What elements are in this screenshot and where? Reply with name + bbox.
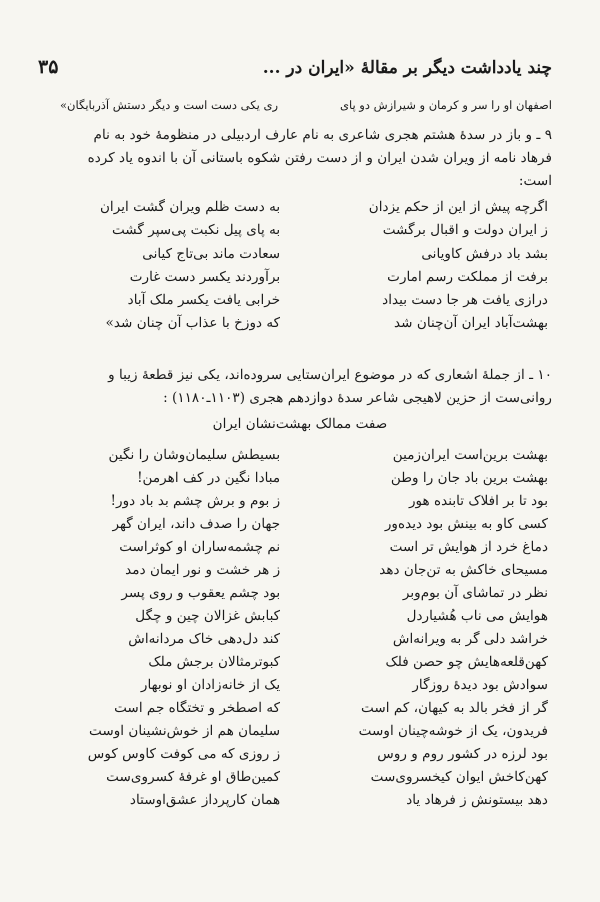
verse-hemistich-right: درازی یافت هر جا دست بیداد bbox=[382, 292, 548, 309]
verse-hemistich-right: بود تا بر افلاک تابنده هور bbox=[408, 493, 548, 509]
verse-hemistich-left: ز هر خشت و نور ایمان دمد bbox=[125, 562, 281, 578]
verse-couplet bbox=[52, 219, 548, 242]
verse-hemistich-right: اگرچه پیش از این از حکم یزدان bbox=[368, 199, 548, 215]
verse-couplet bbox=[52, 789, 548, 812]
text-line: ۹ ـ و باز در سدهٔ هشتم هجری شاعری به نام عارف اردبیلی در منظومهٔ خود به نام bbox=[93, 127, 552, 143]
verse-hemistich-left: کند دل‌دهی خاک مردانه‌اش bbox=[128, 631, 281, 647]
verse-hemistich-right: سوادش بود دیدهٔ روزگار bbox=[412, 677, 548, 693]
verse-hemistich-right: بود لرزه در کشور روم و روس bbox=[377, 746, 548, 762]
verse-hemistich-left: بود چشم یعقوب و روی پسر bbox=[121, 585, 281, 601]
verse-couplet bbox=[52, 444, 548, 467]
verse-hemistich-left: کبوترمثالان برجش ملک bbox=[148, 654, 281, 670]
verse-hemistich-left: مبادا نگین در کف اهرمن! bbox=[137, 470, 281, 486]
verse-couplet bbox=[52, 605, 548, 628]
verse-hemistich-left: بسیطش سلیمان‌وشان را نگین bbox=[108, 447, 281, 463]
verse-hemistich-left: ز روزی که می کوفت کاوس کوس bbox=[87, 746, 281, 762]
verse-hemistich-left: جهان را صدف داند، ایران گهر bbox=[112, 516, 281, 532]
verse-hemistich-right: هوایش می ناب هُشیاردل bbox=[406, 608, 548, 624]
verse-couplet bbox=[52, 467, 548, 490]
verse-hemistich-right: بهشت‌آباد ایران آن‌چنان شد bbox=[394, 315, 548, 332]
verse-hemistich-left: که دوزخ با عذاب آن چنان شد» bbox=[105, 315, 281, 332]
verse-hemistich-left: همان کارپرداز عشق‌اوستاد bbox=[129, 792, 281, 808]
verse-hemistich-right: کسی کاو به بینش بود دیده‌ور bbox=[384, 516, 548, 532]
running-header bbox=[38, 56, 552, 78]
verse-hemistich-right: اصفهان او را سر و کرمان و شیرازش دو پای bbox=[339, 98, 552, 112]
poem-title: صفت ممالک بهشت‌نشان ایران bbox=[212, 416, 388, 432]
verse-hemistich-right: فریدون، یک از خوشه‌چینان اوست bbox=[358, 723, 548, 739]
verse-couplet bbox=[52, 266, 548, 289]
verse-hemistich-left: به دست ظلم ویران گشت ایران bbox=[99, 199, 281, 215]
verse-couplet bbox=[52, 312, 548, 335]
verse-hemistich-right: بشد باد درفش کاویانی bbox=[421, 245, 548, 262]
verse-hemistich-right: گر از فخر بالد به کیهان، کم است bbox=[361, 700, 548, 716]
paragraph-10 bbox=[48, 364, 552, 410]
verse-hemistich-left: سعادت ماند بی‌تاج کیانی bbox=[142, 245, 281, 262]
verse-couplet bbox=[52, 582, 548, 605]
verse-couplet bbox=[52, 674, 548, 697]
verse-hemistich-right: کهن‌قلعه‌هایش چو حصن فلک bbox=[385, 654, 548, 670]
verse-hemistich-right: مسیحای خاکش به تن‌جان دهد bbox=[379, 562, 548, 578]
verse-hemistich-left: کمین‌طاق او غرفهٔ کسروی‌ست bbox=[106, 769, 281, 785]
verse-hemistich-left: به پای پیل نکبت پی‌سپر گشت bbox=[111, 222, 281, 239]
text-line: است: bbox=[518, 173, 552, 189]
paragraph-9 bbox=[48, 124, 552, 193]
verse-hemistich-right: کهن‌کاخش ایوان کیخسروی‌ست bbox=[370, 769, 548, 785]
verse-hemistich-right: دماغ خرد از هوایش تر است bbox=[389, 539, 548, 555]
verse-couplet bbox=[52, 490, 548, 513]
verse-hemistich-right: ز ایران دولت و اقبال برگشت bbox=[382, 222, 548, 239]
verse-hemistich-right: خراشد دلی گر به ویرانه‌اش bbox=[392, 631, 548, 647]
verse-couplet bbox=[52, 559, 548, 582]
text-line: ۱۰ ـ از جملهٔ اشعاری که در موضوع ایران‌ستایی سروده‌اند، یکی نیز قطعهٔ زیبا و bbox=[108, 367, 552, 383]
verse-hemistich-right: دهد بیستونش ز فرهاد یاد bbox=[406, 792, 548, 808]
verse-couplet bbox=[52, 720, 548, 743]
poem-arefe-ardabili bbox=[52, 196, 548, 336]
verse-couplet bbox=[52, 536, 548, 559]
text-line: روانی‌ست از حزین لاهیجی شاعر سدهٔ دوازدهم هجری (۱۱۰۳ـ۱۱۸۰) : bbox=[163, 390, 552, 406]
page-number: ۳۵ bbox=[38, 56, 59, 78]
verse-couplet bbox=[52, 243, 548, 266]
verse-couplet bbox=[52, 196, 548, 219]
verse-hemistich-right: بهشت برین باد جان را وطن bbox=[390, 470, 548, 486]
verse-hemistich-left: برآوردند یکسر دست غارت bbox=[129, 268, 281, 285]
running-title: چند یادداشت دیگر بر مقالهٔ «ایران در ... bbox=[262, 58, 552, 78]
verse-couplet bbox=[52, 289, 548, 312]
verse-couplet bbox=[52, 628, 548, 651]
verse-hemistich-left: سلیمان هم از خوش‌نشینان اوست bbox=[89, 723, 281, 739]
verse-hemistich-left: کبابش غزالان چین و چگل bbox=[135, 608, 281, 624]
verse-hemistich-left: ز بوم و برش چشم بد باد دور! bbox=[110, 493, 281, 509]
verse-couplet bbox=[52, 743, 548, 766]
verse-hemistich-left: ری یکی دست است و دیگر دستش آذربایگان» bbox=[60, 98, 279, 112]
verse-hemistich-left: که اصطخر و تختگاه جم است bbox=[114, 700, 281, 716]
verse-hemistich-right: نظر در تماشای آن بوم‌وبر bbox=[402, 585, 548, 601]
verse-hemistich-left: خرابی یافت یکسر ملک آباد bbox=[127, 292, 281, 309]
verse-hemistich-right: بهشت برین‌است ایران‌زمین bbox=[392, 447, 548, 463]
verse-couplet bbox=[52, 513, 548, 536]
poem-hazin-lahiji bbox=[52, 444, 548, 812]
continued-verse bbox=[60, 98, 552, 112]
verse-hemistich-right: برفت از مملکت رسم امارت bbox=[387, 268, 548, 285]
verse-couplet bbox=[52, 651, 548, 674]
verse-hemistich-left: نم چشمه‌ساران او کوثراست bbox=[119, 539, 281, 555]
text-line: فرهاد نامه از ویران شدن ایران و از دست رفتن شکوه باستانی آن با اندوه یاد کرده bbox=[87, 150, 552, 166]
verse-hemistich-left: یک از خانه‌زادان او نوبهار bbox=[140, 677, 281, 693]
verse-couplet bbox=[52, 766, 548, 789]
verse-couplet bbox=[52, 697, 548, 720]
